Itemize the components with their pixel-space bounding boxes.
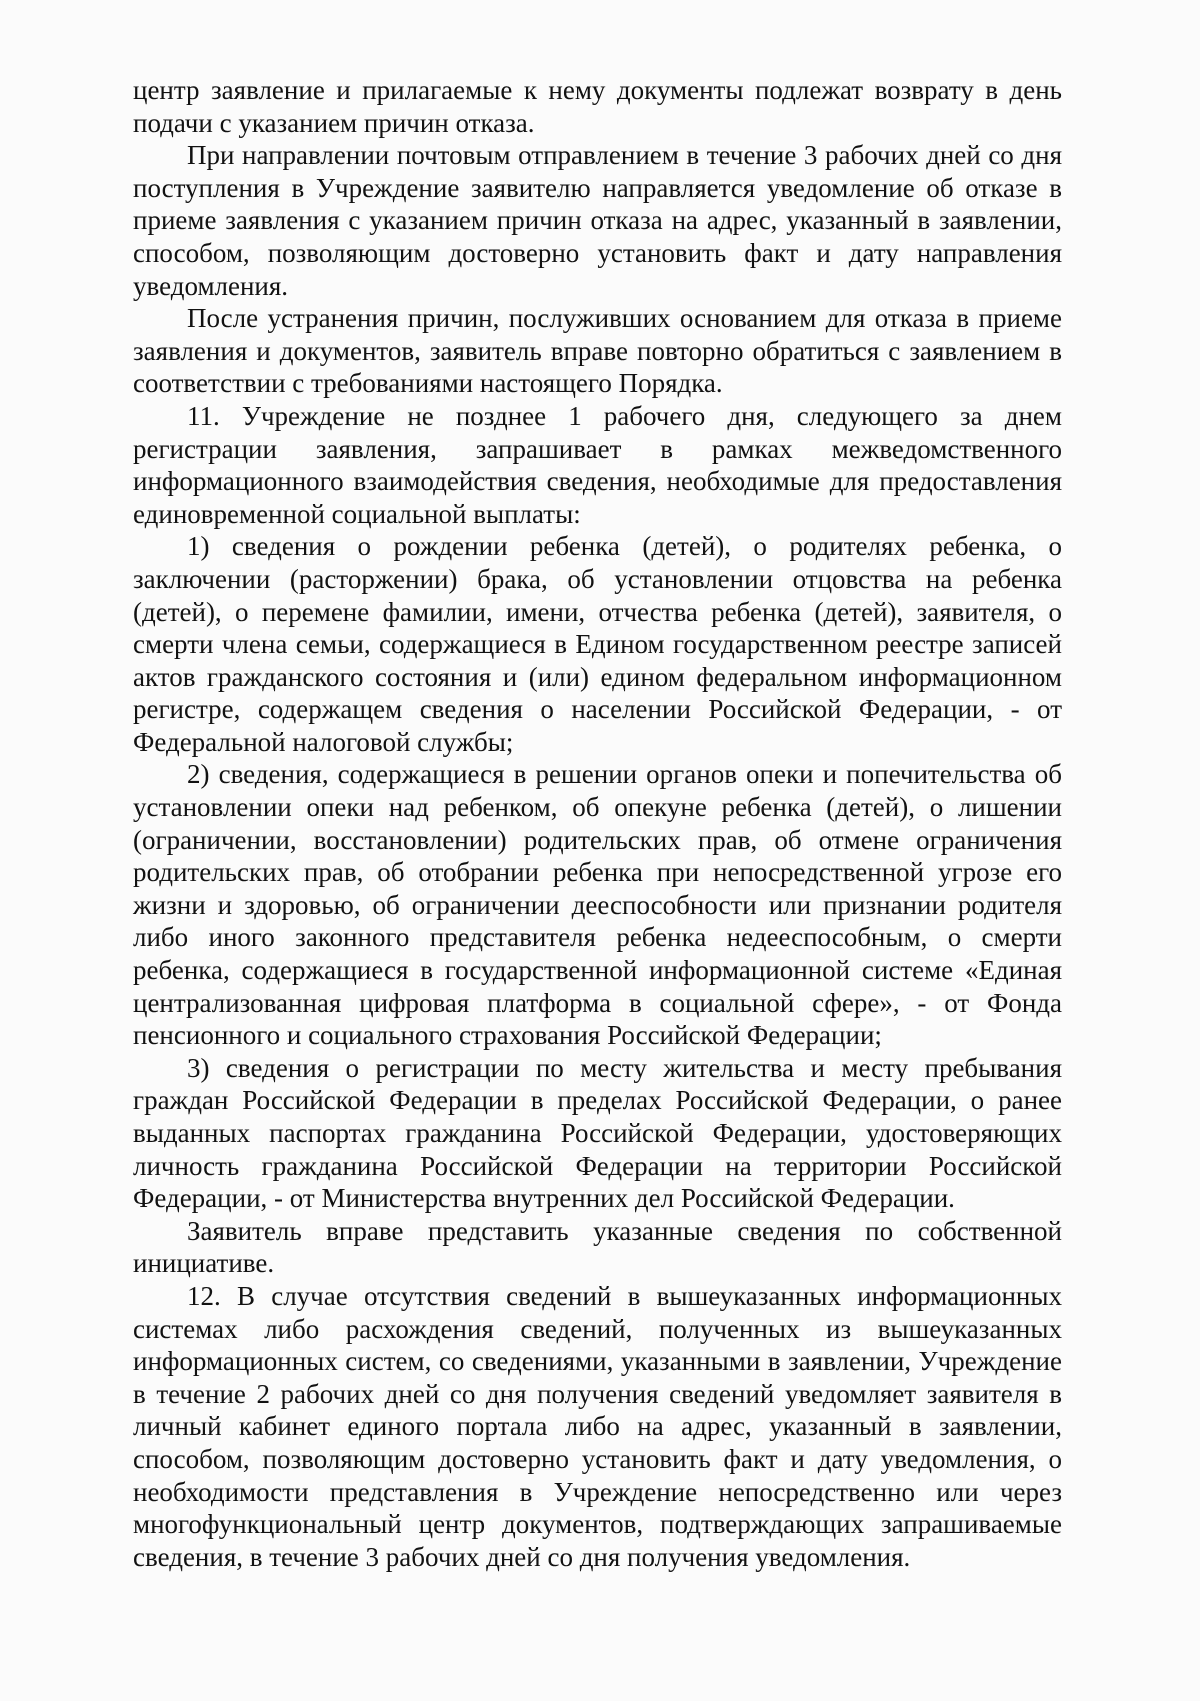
paragraph-subitem-2: 2) сведения, содержащиеся в решении органов опеки и попечительства об установлении опеки над ребенком, об опекуне ребенка (детей), о лишении (ограничении, восстановлении) родительских прав, об отмене ограничения родительских прав, об отобрании ребенка при непосредственной угрозе его жизни и здоровью, об ограничении дееспособности или признании родителя либо иного законного представителя ребенка недееспособным, о смерти ребенка, содержащиеся в государственной информационной системе «Единая централизованная цифровая платформа в социальной сфере», - от Фонда пенсионного и социального страхования Российской Федерации; <box>133 759 1062 1051</box>
paragraph-item-12: 12. В случае отсутствия сведений в вышеуказанных информационных системах либо расхождения сведений, полученных из вышеуказанных информационных систем, со сведениями, указанными в заявлении, Учреждение в течение 2 рабочих дней со дня получения сведений уведомляет заявителя в личный кабинет единого портала либо на адрес, указанный в заявлении, способом, позволяющим достоверно установить факт и дату уведомления, о необходимости представления в Учреждение непосредственно или через многофункциональный центр документов, подтверждающих запрашиваемые сведения, в течение 3 рабочих дней со дня получения уведомления. <box>133 1280 1062 1572</box>
paragraph-postal-refusal-notice: При направлении почтовым отправлением в течение 3 рабочих дней со дня поступления в Учреждение заявителю направляется уведомление об отказе в приеме заявления с указанием причин отказа на адрес, указанный в заявлении, способом, позволяющим достоверно установить факт и дату направления уведомления. <box>133 140 1062 301</box>
paragraph-reapplication: После устранения причин, послуживших основанием для отказа в приеме заявления и документов, заявитель вправе повторно обратиться с заявлением в соответствии с требованиями настоящего Порядка. <box>133 303 1062 399</box>
paragraph-subitem-3: 3) сведения о регистрации по месту жительства и месту пребывания граждан Российской Федерации в пределах Российской Федерации, о ранее выданных паспортах гражданина Российской Федерации, удостоверяющих личность гражданина Российской Федерации на территории Российской Федерации, - от Министерства внутренних дел Российской Федерации. <box>133 1052 1062 1214</box>
paragraph-item-11: 11. Учреждение не позднее 1 рабочего дня, следующего за днем регистрации заявления, запрашивает в рамках межведомственного информационного взаимодействия сведения, необходимые для предоставления единовременной социальной выплаты: <box>133 400 1062 529</box>
paragraph-own-initiative: Заявитель вправе представить указанные сведения по собственной инициативе. <box>133 1215 1062 1279</box>
paragraph-subitem-1: 1) сведения о рождении ребенка (детей), о родителях ребенка, о заключении (расторжении) брака, об установлении отцовства на ребенка (детей), о перемене фамилии, имени, отчества ребенка (детей), заявителя, о смерти члена семьи, содержащиеся в Едином государственном реестре записей актов гражданского состояния и (или) едином федеральном информационном регистре, содержащем сведения о населении Российской Федерации, - от Федеральной налоговой службы; <box>133 531 1062 757</box>
paragraph-continuation: центр заявление и прилагаемые к нему документы подлежат возврату в день подачи с указанием причин отказа. <box>133 75 1062 138</box>
document-body <box>133 74 1062 1573</box>
